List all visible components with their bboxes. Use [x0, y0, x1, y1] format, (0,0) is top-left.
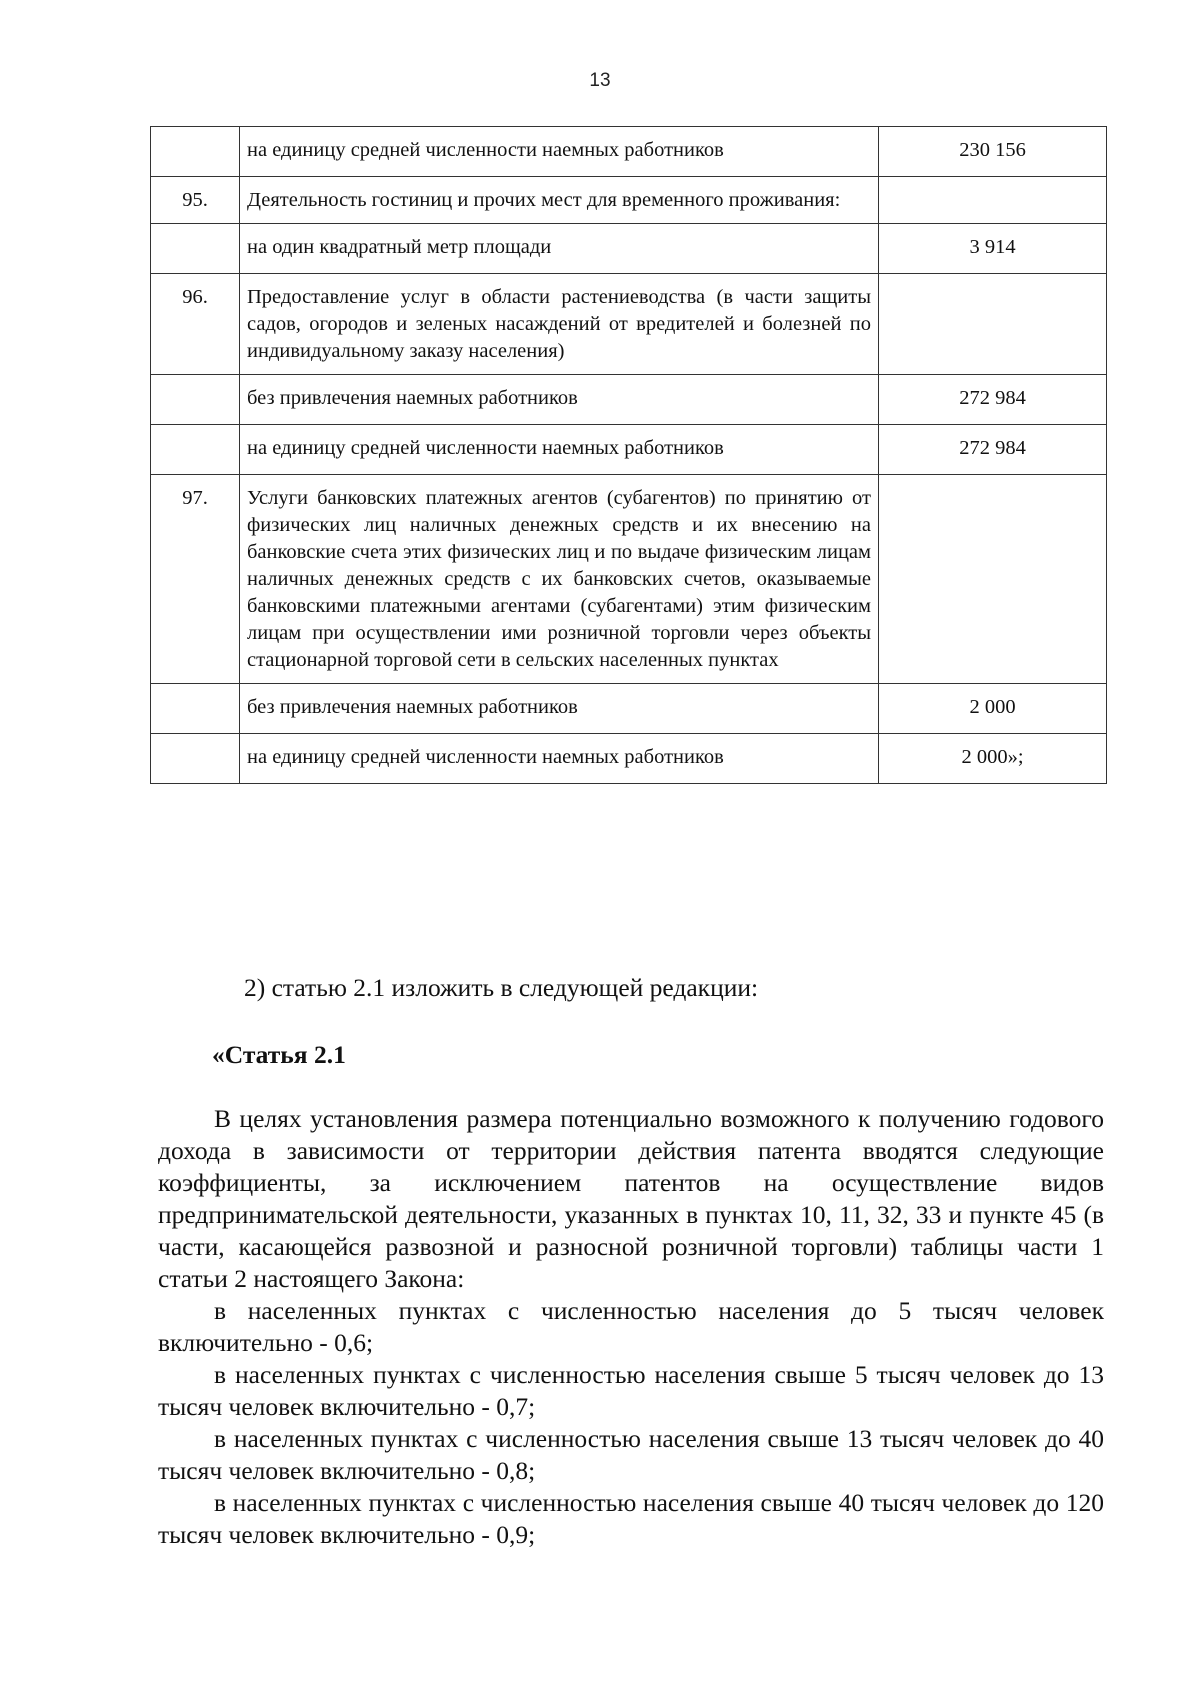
paragraph: в населенных пунктах с численностью населения свыше 40 тысяч человек до 120 тысяч человек включительно - 0,9; — [158, 1488, 1104, 1549]
table-row — [151, 425, 1107, 475]
activity-name: Услуги банковских платежных агентов (субагентов) по принятию от физических лиц наличных денежных средств и их внесению на банковские счета этих физических лиц и по выдаче физическим лицам наличных денежных средств с их банковских счетов, оказываемые банковскими платежными агентами (субагентами) этим физическим лицам при осуществлении ими розничной торговли через объекты стационарной торговой сети в сельских населенных пунктах — [240, 475, 879, 684]
activity-name: на единицу средней численности наемных работников — [240, 734, 879, 784]
rate-value: 3 914 — [879, 224, 1107, 274]
activity-name: без привлечения наемных работников — [240, 684, 879, 734]
row-number: 97. — [151, 475, 240, 684]
row-number — [151, 375, 240, 425]
paragraph: В целях установления размера потенциально возможного к получению годового дохода в зависимости от территории действия патента вводятся следующие коэффициенты, за исключением патентов на осуществление видов предпринимательской деятельности, указанных в пунктах 10, 11, 32, 33 и пункте 45 (в части, касающейся развозной и разносной розничной торговли) таблицы части 1 статьи 2 настоящего Закона: — [158, 1104, 1104, 1293]
rate-value: 2 000 — [879, 684, 1107, 734]
row-number — [151, 224, 240, 274]
rate-value: 230 156 — [879, 127, 1107, 177]
table-row — [151, 375, 1107, 425]
rate-value: 2 000»; — [879, 734, 1107, 784]
activity-name: на единицу средней численности наемных работников — [240, 425, 879, 475]
paragraph: в населенных пунктах с численностью населения свыше 5 тысяч человек до 13 тысяч человек включительно - 0,7; — [158, 1360, 1104, 1421]
table-row — [151, 274, 1107, 375]
page-number: 13 — [589, 70, 611, 91]
rate-value: 272 984 — [879, 425, 1107, 475]
row-number — [151, 425, 240, 475]
row-number — [151, 127, 240, 177]
rate-value: 272 984 — [879, 375, 1107, 425]
rate-value — [879, 274, 1107, 375]
paragraph: в населенных пунктах с численностью населения свыше 13 тысяч человек до 40 тысяч человек включительно - 0,8; — [158, 1424, 1104, 1485]
activity-name: на единицу средней численности наемных работников — [240, 127, 879, 177]
row-number: 95. — [151, 177, 240, 224]
paragraph: в населенных пунктах с численностью населения до 5 тысяч человек включительно - 0,6; — [158, 1296, 1104, 1357]
table-row — [151, 224, 1107, 274]
activity-name: Деятельность гостиниц и прочих мест для временного проживания: — [240, 177, 879, 224]
table-row — [151, 475, 1107, 684]
activity-name: на один квадратный метр площади — [240, 224, 879, 274]
article-title: «Статья 2.1 — [212, 1040, 346, 1069]
activity-name: без привлечения наемных работников — [240, 375, 879, 425]
activity-name: Предоставление услуг в области растениеводства (в части защиты садов, огородов и зеленых насаждений от вредителей и болезней по индивидуальному заказу населения) — [240, 274, 879, 375]
table-row — [151, 734, 1107, 784]
row-number — [151, 734, 240, 784]
rate-value — [879, 475, 1107, 684]
row-number: 96. — [151, 274, 240, 375]
rate-value — [879, 177, 1107, 224]
rates-table — [150, 126, 1107, 784]
table-row — [151, 127, 1107, 177]
table-row — [151, 684, 1107, 734]
table-row — [151, 177, 1107, 224]
row-number — [151, 684, 240, 734]
amendment-intro: 2) статью 2.1 изложить в следующей редакции: — [244, 973, 759, 1002]
